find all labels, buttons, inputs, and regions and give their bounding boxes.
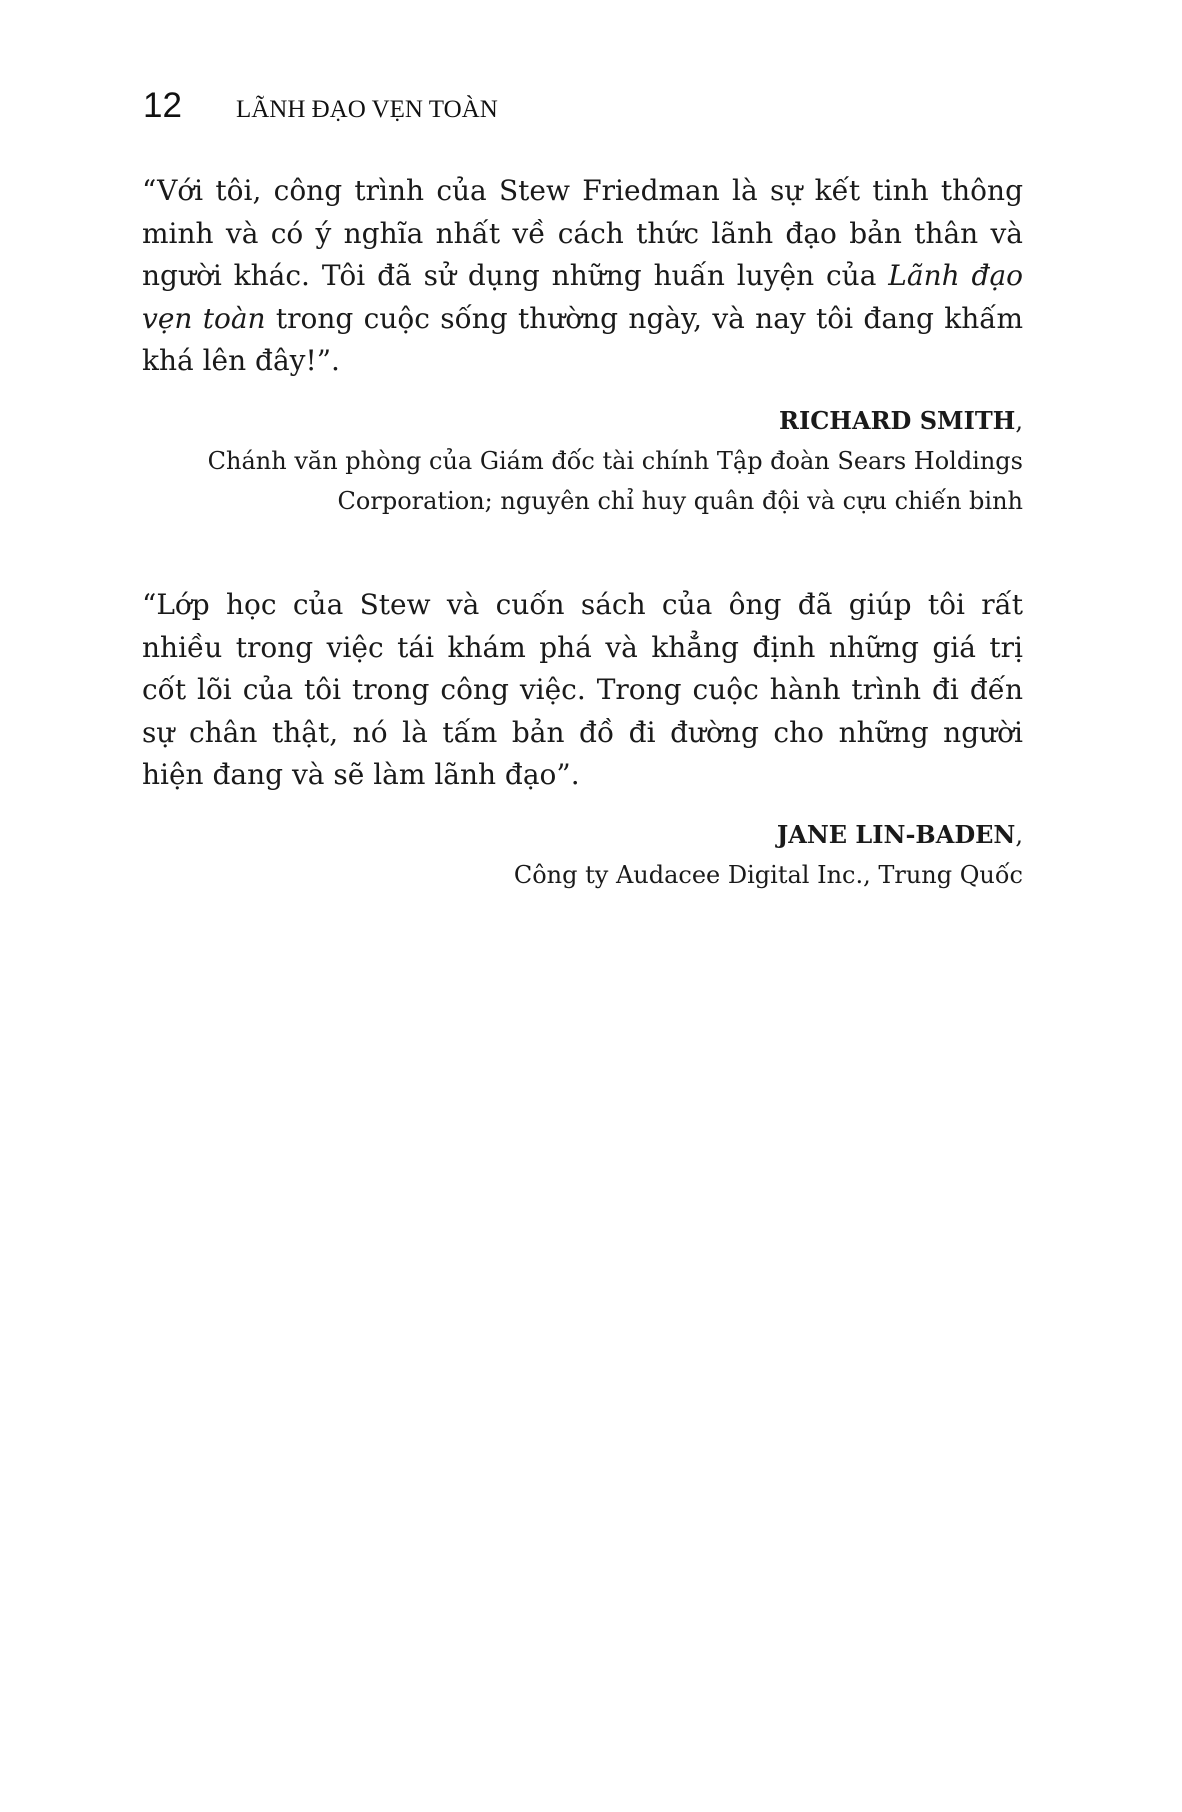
book-title: Lãnh đạo vẹn toàn [142,259,1023,335]
page-header [143,86,498,132]
quote-text: trong cuộc sống thường ngày, và nay tôi đang khấm khá lên đây!”. [142,301,1023,377]
testimonial-2 [142,584,1023,895]
page-number: 12 [143,86,182,125]
attribution-name: RICHARD SMITH [779,405,1016,435]
attribution-name-line [142,401,1023,441]
attribution-name: JANE LIN-BADEN [776,819,1016,849]
testimonial-quote [142,170,1023,383]
attribution-affiliation: Công ty Audacee Digital Inc., Trung Quốc [513,860,1023,889]
attribution-affiliation: Corporation; nguyên chỉ huy quân đội và cựu chiến binh [337,486,1023,515]
quote-text: “Với tôi, công trình của Stew Friedman là sự kết tinh thông minh và có ý nghĩa nhất về cách thức lãnh đạo bản thân và người khác. Tôi đã sử dụng những huấn luyện của [142,174,1023,292]
testimonial-quote: “Lớp học của Stew và cuốn sách của ông đã giúp tôi rất nhiều trong việc tái khám phá và khẳng định những giá trị cốt lõi của tôi trong công việc. Trong cuộc hành trình đi đến sự chân thật, nó là tấm bản đồ đi đường cho những người hiện đang và sẽ làm lãnh đạo”. [142,588,1023,791]
attribution-name-line [142,815,1023,855]
attribution-comma: , [1015,820,1023,849]
attribution-comma: , [1015,406,1023,435]
running-title: LÃNH ĐẠO VẸN TOÀN [235,96,498,123]
attribution-affiliation: Chánh văn phòng của Giám đốc tài chính Tập đoàn Sears Holdings [207,446,1023,475]
testimonial-1 [142,170,1023,521]
